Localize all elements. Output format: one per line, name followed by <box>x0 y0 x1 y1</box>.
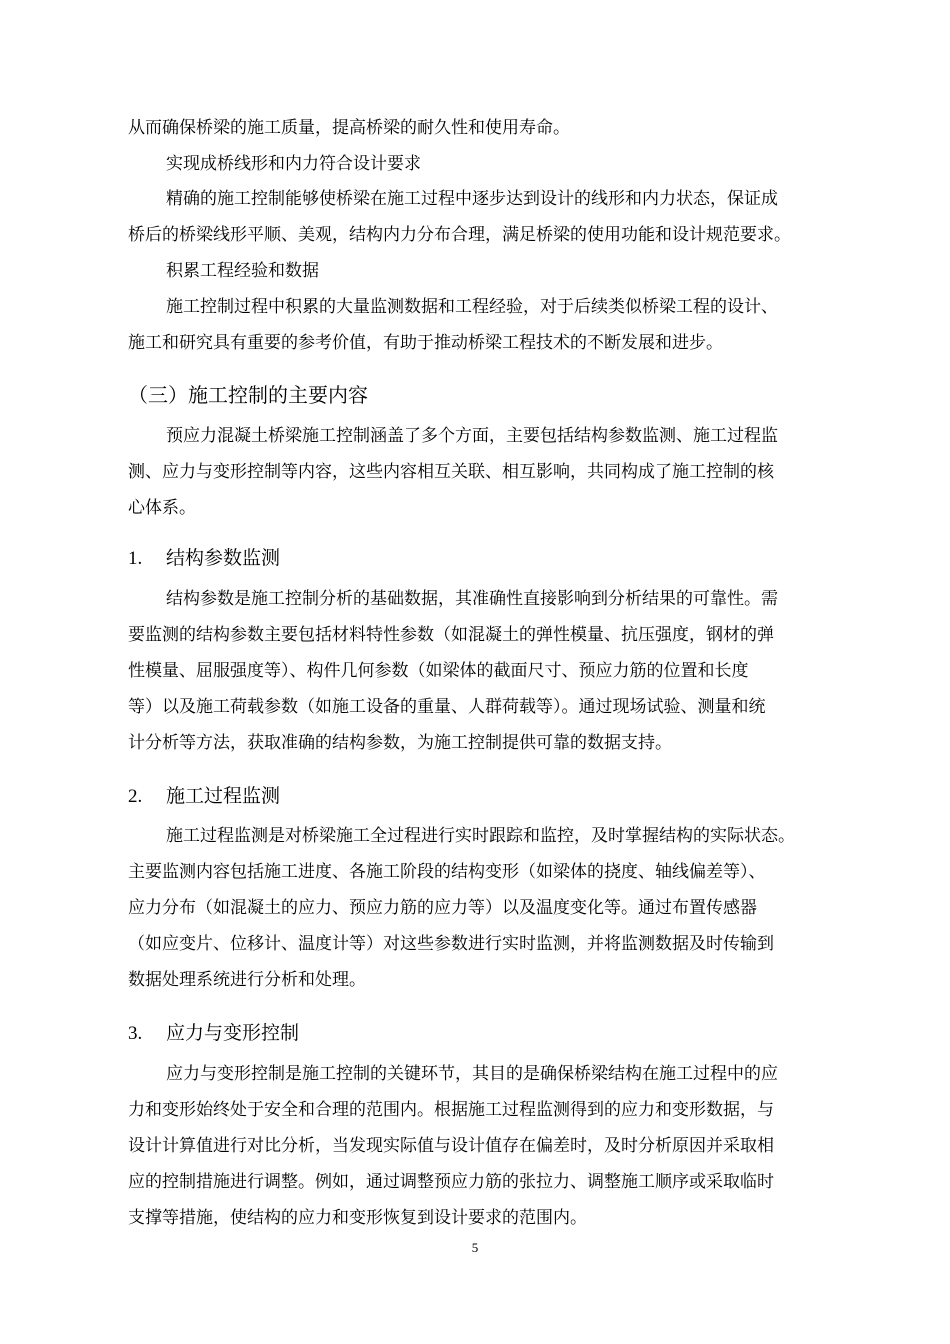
subsection-title: 应力与变形控制 <box>166 1022 300 1044</box>
paragraph-line: 预应力混凝土桥梁施工控制涵盖了多个方面，主要包括结构参数监测、施工过程监 <box>166 426 778 446</box>
paragraph-line: 精确的施工控制能够使桥梁在施工过程中逐步达到设计的线形和内力状态，保证成 <box>166 189 778 209</box>
item-title: 积累工程经验和数据 <box>166 261 319 281</box>
subsection-title: 施工过程监测 <box>166 785 281 807</box>
paragraph-line: 心体系。 <box>128 498 196 518</box>
paragraph-line: 支撑等措施，使结构的应力和变形恢复到设计要求的范围内。 <box>128 1208 587 1228</box>
subsection-number: 1. <box>128 548 143 569</box>
paragraph-line: 等）以及施工荷载参数（如施工设备的重量、人群荷载等）。通过现场试验、测量和统 <box>128 697 766 717</box>
item-title: 实现成桥线形和内力符合设计要求 <box>166 154 421 174</box>
paragraph-line: 施工过程监测是对桥梁施工全过程进行实时跟踪和监控，及时掌握结构的实际状态。 <box>166 826 795 846</box>
section-heading: （三）施工控制的主要内容 <box>128 383 368 407</box>
paragraph-line: （如应变片、位移计、温度计等）对这些参数进行实时监测，并将监测数据及时传输到 <box>128 934 774 954</box>
paragraph-line: 从而确保桥梁的施工质量，提高桥梁的耐久性和使用寿命。 <box>128 118 570 138</box>
paragraph-line: 应力分布（如混凝土的应力、预应力筋的应力等）以及温度变化等。通过布置传感器 <box>128 898 757 918</box>
paragraph-line: 设计计算值进行对比分析，当发现实际值与设计值存在偏差时，及时分析原因并采取相 <box>128 1136 774 1156</box>
paragraph-line: 施工控制过程中积累的大量监测数据和工程经验，对于后续类似桥梁工程的设计、 <box>166 297 778 317</box>
paragraph-line: 主要监测内容包括施工进度、各施工阶段的结构变形（如梁体的挠度、轴线偏差等）、 <box>128 862 766 882</box>
subsection-heading <box>128 1021 299 1046</box>
subsection-heading <box>128 546 280 571</box>
page-number: 5 <box>471 1240 479 1255</box>
paragraph-line: 测、应力与变形控制等内容，这些内容相互关联、相互影响，共同构成了施工控制的核 <box>128 462 774 482</box>
paragraph-line: 应力与变形控制是施工控制的关键环节，其目的是确保桥梁结构在施工过程中的应 <box>166 1064 778 1084</box>
paragraph-line: 应的控制措施进行调整。例如，通过调整预应力筋的张拉力、调整施工顺序或采取临时 <box>128 1172 774 1192</box>
subsection-number: 2. <box>128 786 143 807</box>
paragraph-line: 力和变形始终处于安全和合理的范围内。根据施工过程监测得到的应力和变形数据，与 <box>128 1100 774 1120</box>
paragraph-line: 性模量、屈服强度等）、构件几何参数（如梁体的截面尺寸、预应力筋的位置和长度 <box>128 661 749 681</box>
subsection-title: 结构参数监测 <box>166 547 281 569</box>
paragraph-line: 施工和研究具有重要的参考价值，有助于推动桥梁工程技术的不断发展和进步。 <box>128 333 723 353</box>
paragraph-line: 桥后的桥梁线形平顺、美观，结构内力分布合理，满足桥梁的使用功能和设计规范要求。 <box>128 225 791 245</box>
subsection-number: 3. <box>128 1023 143 1044</box>
paragraph-line: 要监测的结构参数主要包括材料特性参数（如混凝土的弹性模量、抗压强度，钢材的弹 <box>128 625 774 645</box>
subsection-heading <box>128 784 280 809</box>
paragraph-line: 计分析等方法，获取准确的结构参数，为施工控制提供可靠的数据支持。 <box>128 733 672 753</box>
paragraph-line: 结构参数是施工控制分析的基础数据，其准确性直接影响到分析结果的可靠性。需 <box>166 589 778 609</box>
paragraph-line: 数据处理系统进行分析和处理。 <box>128 970 366 990</box>
